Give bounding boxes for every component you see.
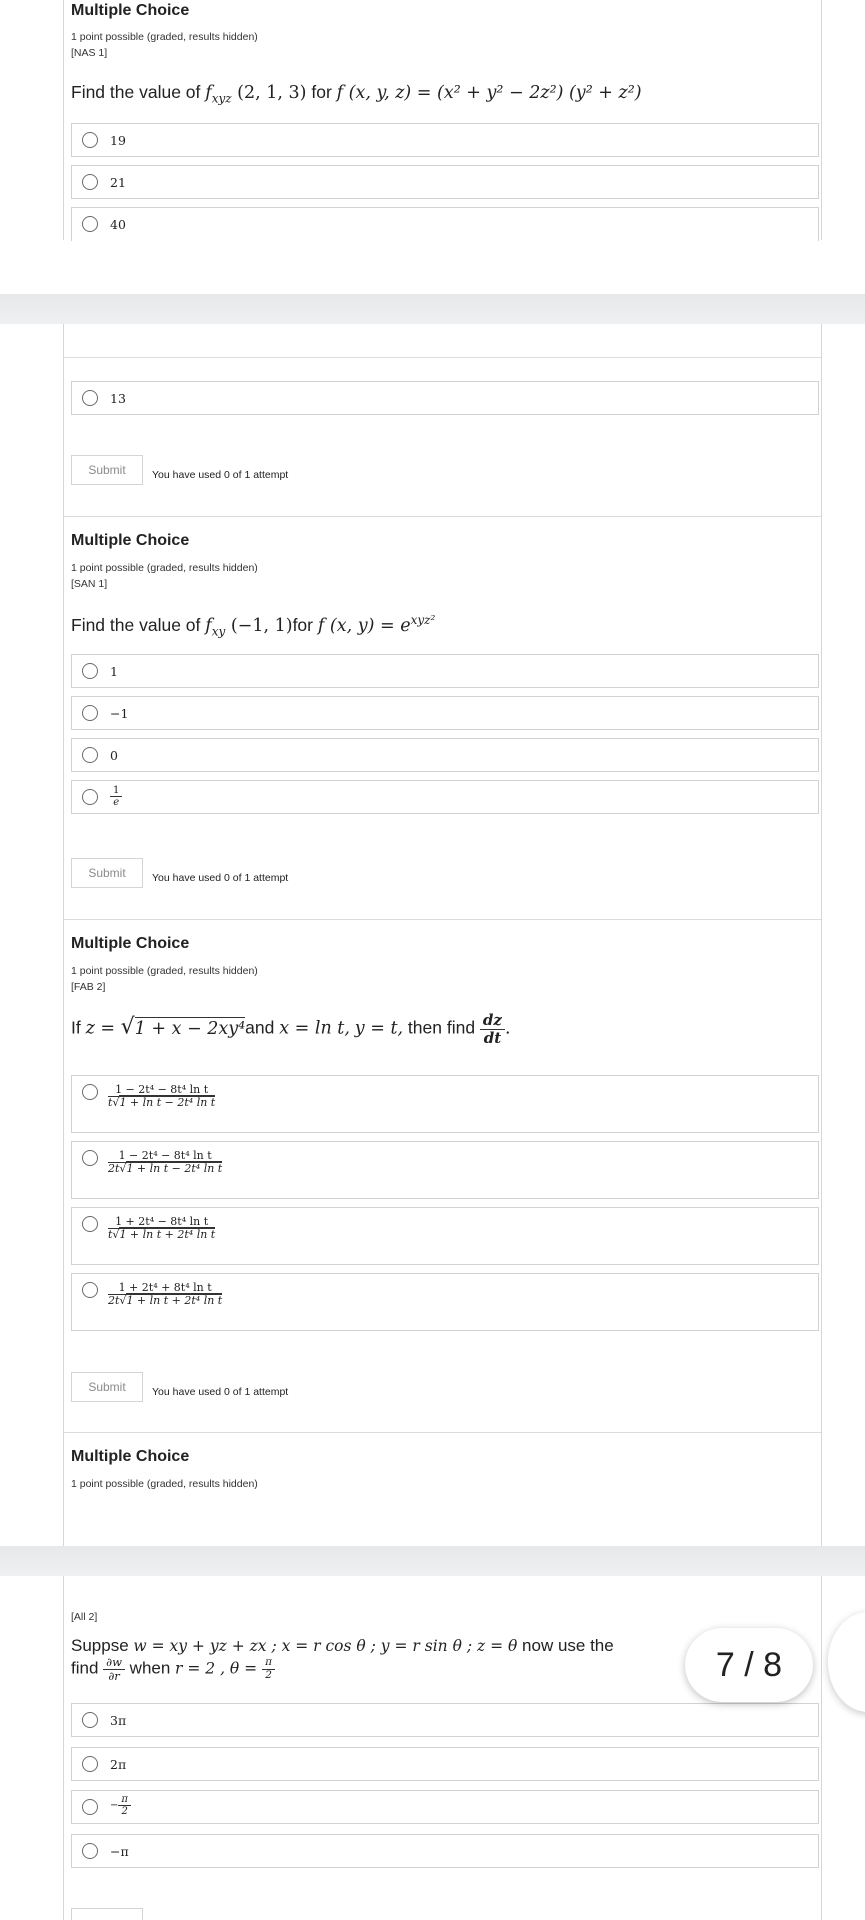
- answer-option[interactable]: [71, 165, 819, 199]
- screenshot-panel-1: [7, 0, 865, 294]
- radio-button[interactable]: [82, 1756, 98, 1772]
- question-text: Suppse w = xy + yz + zx ; x = r cos θ ; y = r sin θ ; z = θ now use the: [71, 1636, 614, 1655]
- option-label: −π: [110, 1844, 129, 1859]
- problem-code: [FAB 2]: [71, 981, 106, 993]
- points-info: 1 point possible (graded, results hidden): [71, 1478, 258, 1490]
- submit-button[interactable]: [71, 1908, 143, 1920]
- screenshot-separator: [0, 1546, 865, 1576]
- option-label: $\frac{\text{1 + 2t⁴ − 8t⁴ ln t}}{\text{t√1 + ln t + 2t⁴ ln t}}$: [108, 1215, 216, 1242]
- submit-button[interactable]: Submit: [71, 1372, 143, 1402]
- radio-button[interactable]: [82, 1282, 98, 1298]
- question-text: If z = √1 + x − 2xy⁴and x = ln t, y = t, then find $\frac{dz}{dt}$ .: [71, 1011, 511, 1047]
- radio-button[interactable]: [82, 705, 98, 721]
- radio-button[interactable]: [82, 1150, 98, 1166]
- answer-option[interactable]: [71, 381, 819, 415]
- option-label: 40: [110, 217, 126, 232]
- radio-button[interactable]: [82, 663, 98, 679]
- option-label: 13: [110, 391, 126, 406]
- answer-option[interactable]: [71, 123, 819, 157]
- divider: [63, 919, 821, 920]
- question-text: Find the value of $f_{xyz}$ (2, 1, 3) for f (x, y, z) = (x² + y² − 2z²) (y² + z²): [71, 82, 642, 106]
- radio-button[interactable]: [82, 1799, 98, 1815]
- attempts-text: You have used 0 of 1 attempt: [152, 872, 289, 884]
- problem-title: Multiple Choice: [71, 935, 190, 952]
- option-label: $\frac{\text{1 + 2t⁴ + 8t⁴ ln t}}{\text{2t√1 + ln t + 2t⁴ ln t}}$: [108, 1281, 223, 1308]
- radio-button[interactable]: [82, 789, 98, 805]
- radio-button[interactable]: [82, 747, 98, 763]
- attempts-text: You have used 0 of 1 attempt: [152, 469, 289, 481]
- option-label: 2π: [110, 1757, 127, 1772]
- radio-button[interactable]: [82, 1843, 98, 1859]
- question-text: Find the value of $f_{xy}$ (−1, 1)for f (x, $y) = e^{xyz^2}$: [71, 613, 436, 639]
- option-label: $\frac{\text{1 − 2t⁴ − 8t⁴ ln t}}{\text{t√1 + ln t − 2t⁴ ln t}}$: [108, 1083, 216, 1110]
- radio-button[interactable]: [82, 174, 98, 190]
- option-label: 19: [110, 133, 126, 148]
- problem-code: [NAS 1]: [71, 47, 108, 59]
- radio-button[interactable]: [82, 216, 98, 232]
- answer-option[interactable]: [71, 696, 819, 730]
- divider: [63, 1432, 821, 1433]
- option-label: − $\frac{\pi}{2}$: [110, 1794, 131, 1817]
- radio-button[interactable]: [82, 1084, 98, 1100]
- option-label: 21: [110, 175, 126, 190]
- question-text-line-2: find $\frac{\partial w}{\partial r}$ when r = 2 , θ = $\frac{\pi}{2}$: [71, 1656, 275, 1682]
- option-label: 0: [110, 748, 118, 763]
- answer-option[interactable]: [71, 1790, 819, 1824]
- radio-button[interactable]: [82, 132, 98, 148]
- screenshot-separator: [0, 294, 865, 324]
- radio-button[interactable]: [82, 1216, 98, 1232]
- answer-option[interactable]: [71, 780, 819, 814]
- points-info: 1 point possible (graded, results hidden): [71, 965, 258, 977]
- divider: [63, 516, 821, 517]
- points-info: 1 point possible (graded, results hidden): [71, 562, 258, 574]
- answer-option[interactable]: [71, 654, 819, 688]
- problem-code: [SAN 1]: [71, 578, 108, 590]
- answer-option[interactable]: [71, 1834, 819, 1868]
- answer-option[interactable]: [71, 1075, 819, 1133]
- screenshot-panel-2: [7, 324, 865, 1546]
- page-counter[interactable]: 7 / 8: [685, 1628, 813, 1702]
- answer-option[interactable]: [71, 1703, 819, 1737]
- problem-title: Multiple Choice: [71, 532, 190, 549]
- option-label: 1: [110, 664, 118, 679]
- answer-option[interactable]: [71, 1207, 819, 1265]
- problem-code: [All 2]: [71, 1611, 98, 1623]
- answer-option[interactable]: [71, 207, 819, 241]
- attempts-text: You have used 0 of 1 attempt: [152, 1386, 289, 1398]
- answer-option[interactable]: [71, 1273, 819, 1331]
- radio-button[interactable]: [82, 1712, 98, 1728]
- divider: [63, 357, 821, 358]
- submit-button[interactable]: Submit: [71, 858, 143, 888]
- problem-title: Multiple Choice: [71, 1448, 190, 1465]
- radio-button[interactable]: [82, 390, 98, 406]
- points-info: 1 point possible (graded, results hidden): [71, 31, 258, 43]
- answer-option[interactable]: [71, 738, 819, 772]
- problem-title: Multiple Choice: [71, 2, 190, 19]
- option-label: $\frac{\text{1 − 2t⁴ − 8t⁴ ln t}}{\text{2t√1 + ln t − 2t⁴ ln t}}$: [108, 1149, 223, 1176]
- option-label: $\frac{1}{e}$: [110, 785, 122, 808]
- option-label: −1: [110, 706, 129, 721]
- answer-option[interactable]: [71, 1747, 819, 1781]
- answer-option[interactable]: [71, 1141, 819, 1199]
- option-label: 3π: [110, 1713, 127, 1728]
- submit-button[interactable]: Submit: [71, 455, 143, 485]
